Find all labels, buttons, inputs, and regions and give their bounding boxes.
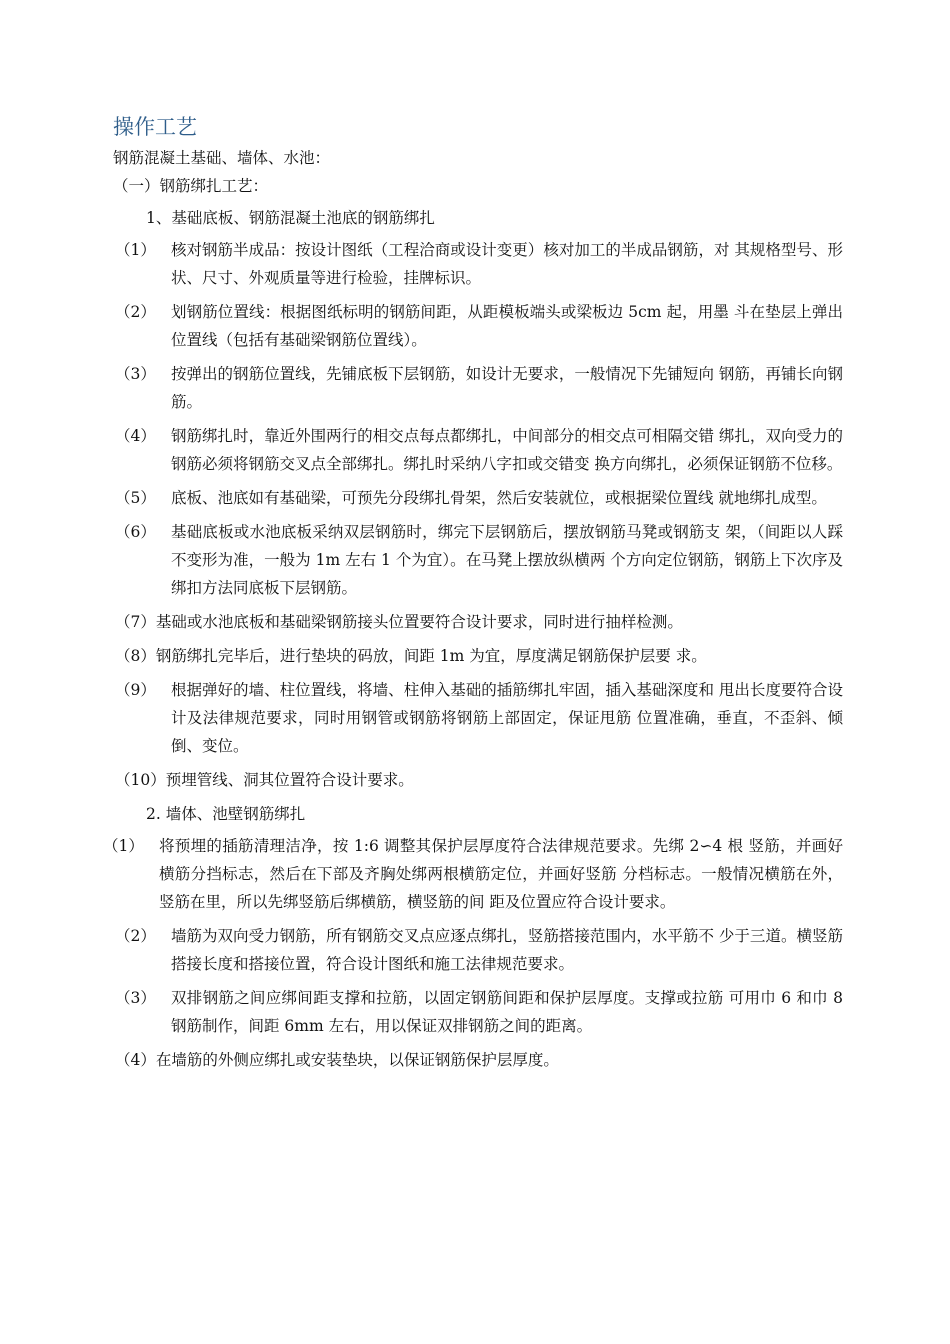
item-text: 基础或水池底板和基础梁钢筋接头位置要符合设计要求，同时进行抽样检测。 bbox=[155, 613, 683, 631]
subheading-1: 1、基础底板、钢筋混凝土池底的钢筋绑扎 bbox=[146, 209, 435, 227]
list-item bbox=[115, 766, 843, 794]
item-text: 底板、池底如有基础梁，可预先分段绑扎骨架，然后安装就位，或根据梁位置线 就地绑扎成型。 bbox=[171, 489, 827, 507]
item-number: （6） bbox=[115, 523, 156, 541]
item-text: 根据弹好的墙、柱位置线，将墙、柱伸入基础的插筋绑扎牢固，插入基础深度和 甩出长度要符合设计及法律规范要求，同时用钢管或钢筋将钢筋上部固定，保证甩筋 位置准确，垂直，不歪斜、倾倒、变位。 bbox=[171, 681, 843, 755]
list-item bbox=[115, 1046, 843, 1074]
item-number: （1） bbox=[115, 241, 156, 259]
list-item bbox=[115, 484, 843, 512]
item-text: 墙筋为双向受力钢筋，所有钢筋交叉点应逐点绑扎，竖筋搭接范围内，水平筋不 少于三道。横竖筋搭接长度和搭接位置，符合设计图纸和施工法律规范要求。 bbox=[171, 927, 843, 973]
list-item bbox=[115, 642, 843, 670]
item-text: 划钢筋位置线：根据图纸标明的钢筋间距，从距模板端头或梁板边 5cm 起，用墨 斗在垫层上弹出位置线（包括有基础梁钢筋位置线）。 bbox=[171, 303, 843, 349]
item-number: （10） bbox=[115, 771, 166, 789]
item-text: 钢筋绑扎时，靠近外围两行的相交点每点都绑扎，中间部分的相交点可相隔交错 绑扎，双向受力的钢筋必须将钢筋交叉点全部绑扎。绑扎时采纳八字扣或交错变 换方向绑扎，必须保证钢筋不位移。 bbox=[171, 427, 843, 473]
item-number: （3） bbox=[115, 989, 156, 1007]
item-text: 双排钢筋之间应绑间距支撑和拉筋，以固定钢筋间距和保护层厚度。支撑或拉筋 可用巾 6 和巾 8 钢筋制作，间距 6mm 左右，用以保证双排钢筋之间的距离。 bbox=[171, 989, 843, 1035]
item-number: （4） bbox=[115, 427, 156, 445]
item-text: 核对钢筋半成品：按设计图纸（工程洽商或设计变更）核对加工的半成品钢筋，对 其规格型号、形状、尺寸、外观质量等进行检验，挂牌标识。 bbox=[171, 241, 843, 287]
item-number: （3） bbox=[115, 365, 156, 383]
list-item bbox=[115, 922, 843, 978]
subheading-2: 2. 墙体、池壁钢筋绑扎 bbox=[146, 805, 306, 823]
item-text: 钢筋绑扎完毕后，进行垫块的码放，间距 1m 为宜，厚度满足钢筋保护层要 求。 bbox=[155, 647, 707, 665]
list-item bbox=[103, 832, 843, 916]
document-body bbox=[103, 112, 843, 1080]
list-item bbox=[115, 360, 843, 416]
item-number: （2） bbox=[115, 927, 156, 945]
item-number: （8） bbox=[115, 647, 156, 665]
section-heading: （一）钢筋绑扎工艺： bbox=[113, 177, 269, 195]
item-text: 基础底板或水池底板采纳双层钢筋时，绑完下层钢筋后，摆放钢筋马凳或钢筋支 架，（间距以人踩不变形为准，一般为 1m 左右 1 个为宜）。在马凳上摆放纵横两 个方向定位钢筋，钢筋上下次序及绑扣方法同底板下层钢筋。 bbox=[171, 523, 843, 597]
item-number: （9） bbox=[115, 681, 156, 699]
item-text: 按弹出的钢筋位置线，先铺底板下层钢筋，如设计无要求，一般情况下先铺短向 钢筋，再铺长向钢筋。 bbox=[171, 365, 843, 411]
item-text: 将预埋的插筋清理洁净，按 1:6 调整其保护层厚度符合法律规范要求。先绑 2∽4 根 竖筋，并画好横筋分挡标志，然后在下部及齐胸处绑两根横筋定位，并画好竖筋 分档标志。一般情况横筋在外，竖筋在里，所以先绑竖筋后绑横筋，横竖筋的间 距及位置应符合设计要求。 bbox=[159, 837, 843, 911]
list-item bbox=[115, 298, 843, 354]
list-item bbox=[115, 984, 843, 1040]
list-item bbox=[115, 422, 843, 478]
item-number: （1） bbox=[103, 837, 144, 855]
item-number: （4） bbox=[115, 1051, 156, 1069]
item-number: （7） bbox=[115, 613, 156, 631]
page-title: 操作工艺 bbox=[113, 115, 197, 139]
item-text: 预埋管线、洞其位置符合设计要求。 bbox=[165, 771, 414, 789]
doc-subtitle: 钢筋混凝土基础、墙体、水池： bbox=[113, 149, 331, 167]
item-number: （2） bbox=[115, 303, 156, 321]
list-item bbox=[115, 236, 843, 292]
item-text: 在墙筋的外侧应绑扎或安装垫块，以保证钢筋保护层厚度。 bbox=[155, 1051, 559, 1069]
list-item bbox=[115, 608, 843, 636]
list-item bbox=[115, 676, 843, 760]
list-item bbox=[115, 518, 843, 602]
item-number: （5） bbox=[115, 489, 156, 507]
